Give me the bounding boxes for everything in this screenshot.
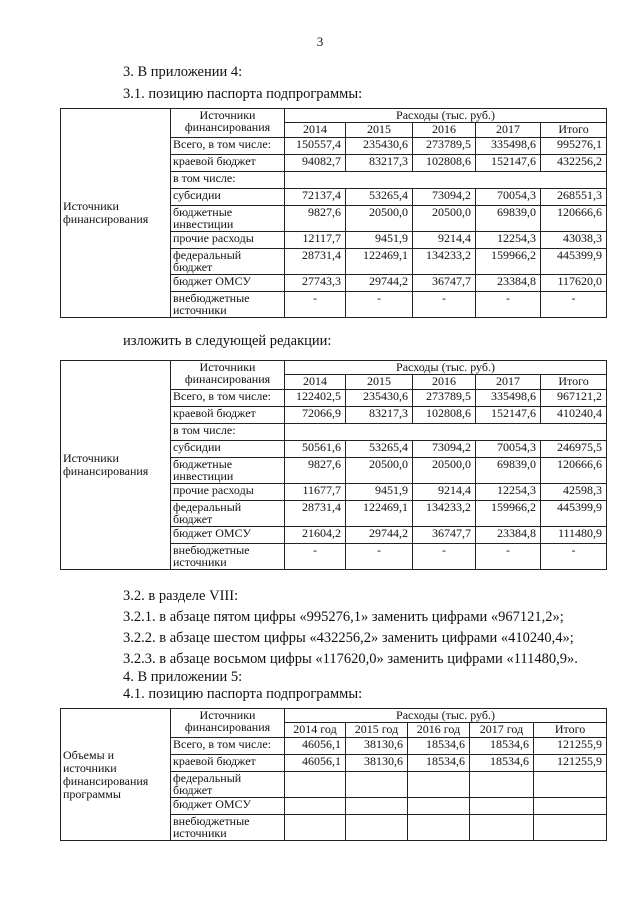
value-cell: 42598,3 (541, 484, 607, 501)
row-label-cell: Всего, в том числе: (171, 390, 285, 407)
row-label-cell: в том числе: (171, 424, 285, 441)
empty-cell (285, 424, 607, 441)
value-cell (470, 798, 534, 815)
value-cell: 36747,7 (413, 527, 476, 544)
year-header-cell: 2017 год (470, 723, 534, 738)
value-cell: 73094,2 (413, 441, 476, 458)
row-label-cell: внебюджетные источники (171, 815, 285, 841)
value-cell: 50561,6 (285, 441, 346, 458)
value-cell: 235430,6 (346, 390, 413, 407)
value-cell: 43038,3 (541, 232, 607, 249)
value-cell: 445399,9 (541, 249, 607, 275)
source-header-cell: Источники финансирования (171, 709, 285, 738)
year-header-cell: 2015 (346, 375, 413, 390)
value-cell: - (476, 292, 541, 318)
year-header-cell: 2015 (346, 123, 413, 138)
value-cell (408, 815, 470, 841)
value-cell: 46056,1 (285, 755, 346, 772)
paragraph-3-2-1: 3.2.1. в абзаце пятом цифры «995276,1» заменить цифрами «967121,2»; (123, 609, 564, 625)
paragraph-3-2: 3.2. в разделе VIII: (123, 588, 239, 604)
value-cell: 20500,0 (413, 458, 476, 484)
value-cell: 18534,6 (470, 738, 534, 755)
value-cell: 27743,3 (285, 275, 346, 292)
value-cell: 111480,9 (541, 527, 607, 544)
value-cell: - (285, 292, 346, 318)
empty-cell (285, 172, 607, 189)
value-cell: 9214,4 (413, 232, 476, 249)
value-cell: 967121,2 (541, 390, 607, 407)
row-label-cell: федеральный бюджет (171, 249, 285, 275)
paragraph-edit-intro: изложить в следующей редакции: (123, 333, 332, 349)
value-cell (346, 772, 408, 798)
value-cell: 18534,6 (470, 755, 534, 772)
value-cell: 432256,2 (541, 155, 607, 172)
value-cell: 28731,4 (285, 501, 346, 527)
value-cell: 38130,6 (346, 755, 408, 772)
row-label-cell: бюджетные инвестиции (171, 206, 285, 232)
value-cell (534, 798, 607, 815)
value-cell (534, 772, 607, 798)
value-cell: 23384,8 (476, 275, 541, 292)
value-cell: 46056,1 (285, 738, 346, 755)
section-label-cell: Объемы и источники финансирования программы (61, 709, 171, 841)
value-cell: 159966,2 (476, 249, 541, 275)
value-cell: 28731,4 (285, 249, 346, 275)
value-cell: 410240,4 (541, 407, 607, 424)
year-header-cell: 2014 год (285, 723, 346, 738)
value-cell: 9451,9 (346, 232, 413, 249)
value-cell: 20500,0 (346, 206, 413, 232)
row-label-cell: Всего, в том числе: (171, 138, 285, 155)
row-label-cell: бюджет ОМСУ (171, 798, 285, 815)
value-cell: 152147,6 (476, 155, 541, 172)
value-cell: 122469,1 (346, 501, 413, 527)
section-label-cell: Источники финансирования (61, 361, 171, 570)
value-cell: - (346, 292, 413, 318)
value-cell: 335498,6 (476, 390, 541, 407)
value-cell (285, 772, 346, 798)
value-cell (470, 815, 534, 841)
source-header-cell: Источники финансирования (171, 109, 285, 138)
value-cell: - (541, 544, 607, 570)
value-cell: 83217,3 (346, 407, 413, 424)
value-cell: 20500,0 (413, 206, 476, 232)
value-cell: 117620,0 (541, 275, 607, 292)
value-cell: - (541, 292, 607, 318)
value-cell: 122469,1 (346, 249, 413, 275)
value-cell: 21604,2 (285, 527, 346, 544)
value-cell: 53265,4 (346, 441, 413, 458)
value-cell: 12254,3 (476, 484, 541, 501)
value-cell: 12117,7 (285, 232, 346, 249)
value-cell: 29744,2 (346, 527, 413, 544)
year-header-cell: 2017 (476, 123, 541, 138)
value-cell (346, 815, 408, 841)
row-label-cell: внебюджетные источники (171, 292, 285, 318)
value-cell: 11677,7 (285, 484, 346, 501)
value-cell (346, 798, 408, 815)
value-cell: 122402,5 (285, 390, 346, 407)
paragraph-3: 3. В приложении 4: (123, 64, 243, 80)
value-cell: 102808,6 (413, 407, 476, 424)
row-label-cell: федеральный бюджет (171, 501, 285, 527)
year-header-cell: 2014 (285, 375, 346, 390)
value-cell: 20500,0 (346, 458, 413, 484)
row-label-cell: краевой бюджет (171, 407, 285, 424)
year-header-cell: Итого (534, 723, 607, 738)
value-cell (470, 772, 534, 798)
row-label-cell: прочие расходы (171, 484, 285, 501)
year-header-cell: 2017 (476, 375, 541, 390)
year-header-cell: Итого (541, 123, 607, 138)
value-cell: - (413, 544, 476, 570)
year-header-cell: 2016 год (408, 723, 470, 738)
value-cell: 995276,1 (541, 138, 607, 155)
value-cell: 94082,7 (285, 155, 346, 172)
value-cell: 9451,9 (346, 484, 413, 501)
row-label-cell: бюджетные инвестиции (171, 458, 285, 484)
value-cell: 18534,6 (408, 738, 470, 755)
paragraph-3-2-3: 3.2.3. в абзаце восьмом цифры «117620,0» заменить цифрами «111480,9». (123, 651, 578, 667)
year-header-cell: 2016 (413, 123, 476, 138)
row-label-cell: прочие расходы (171, 232, 285, 249)
value-cell: 72137,4 (285, 189, 346, 206)
value-cell: 73094,2 (413, 189, 476, 206)
value-cell: 121255,9 (534, 755, 607, 772)
paragraph-3-2-2: 3.2.2. в абзаце шестом цифры «432256,2» заменить цифрами «410240,4»; (123, 630, 574, 646)
value-cell: 273789,5 (413, 138, 476, 155)
value-cell (285, 798, 346, 815)
expenses-header-cell: Расходы (тыс. руб.) (285, 361, 607, 375)
value-cell: 23384,8 (476, 527, 541, 544)
value-cell (408, 772, 470, 798)
expenses-header-cell: Расходы (тыс. руб.) (285, 709, 607, 723)
row-label-cell: федеральный бюджет (171, 772, 285, 798)
value-cell: 134233,2 (413, 249, 476, 275)
funding-table-appendix5 (60, 708, 607, 841)
value-cell: 53265,4 (346, 189, 413, 206)
value-cell: 120666,6 (541, 206, 607, 232)
row-label-cell: бюджет ОМСУ (171, 527, 285, 544)
row-label-cell: субсидии (171, 441, 285, 458)
value-cell (408, 798, 470, 815)
value-cell: 159966,2 (476, 501, 541, 527)
value-cell: 18534,6 (408, 755, 470, 772)
value-cell: 273789,5 (413, 390, 476, 407)
paragraph-4: 4. В приложении 5: (123, 669, 243, 685)
value-cell: - (346, 544, 413, 570)
value-cell: 246975,5 (541, 441, 607, 458)
value-cell: 83217,3 (346, 155, 413, 172)
paragraph-4-1: 4.1. позицию паспорта подпрограммы: (123, 686, 363, 702)
expenses-header-cell: Расходы (тыс. руб.) (285, 109, 607, 123)
row-label-cell: внебюджетные источники (171, 544, 285, 570)
value-cell: - (285, 544, 346, 570)
value-cell: 9827,6 (285, 458, 346, 484)
row-label-cell: краевой бюджет (171, 755, 285, 772)
value-cell: 9214,4 (413, 484, 476, 501)
value-cell: 70054,3 (476, 189, 541, 206)
value-cell: 121255,9 (534, 738, 607, 755)
value-cell: 38130,6 (346, 738, 408, 755)
row-label-cell: краевой бюджет (171, 155, 285, 172)
section-label-cell: Источники финансирования (61, 109, 171, 318)
value-cell: 36747,7 (413, 275, 476, 292)
value-cell: 9827,6 (285, 206, 346, 232)
year-header-cell: 2015 год (346, 723, 408, 738)
value-cell: 72066,9 (285, 407, 346, 424)
year-header-cell: 2016 (413, 375, 476, 390)
value-cell: 29744,2 (346, 275, 413, 292)
value-cell: 70054,3 (476, 441, 541, 458)
funding-table-original (60, 108, 607, 318)
value-cell: 152147,6 (476, 407, 541, 424)
value-cell: - (413, 292, 476, 318)
value-cell: 69839,0 (476, 206, 541, 232)
row-label-cell: Всего, в том числе: (171, 738, 285, 755)
value-cell: 268551,3 (541, 189, 607, 206)
value-cell: 134233,2 (413, 501, 476, 527)
value-cell: 120666,6 (541, 458, 607, 484)
row-label-cell: субсидии (171, 189, 285, 206)
row-label-cell: бюджет ОМСУ (171, 275, 285, 292)
value-cell: 235430,6 (346, 138, 413, 155)
value-cell: 445399,9 (541, 501, 607, 527)
funding-table-revised (60, 360, 607, 570)
year-header-cell: Итого (541, 375, 607, 390)
page-number: 3 (316, 34, 324, 49)
value-cell: - (476, 544, 541, 570)
value-cell (534, 815, 607, 841)
year-header-cell: 2014 (285, 123, 346, 138)
value-cell: 150557,4 (285, 138, 346, 155)
row-label-cell: в том числе: (171, 172, 285, 189)
value-cell: 12254,3 (476, 232, 541, 249)
source-header-cell: Источники финансирования (171, 361, 285, 390)
value-cell: 335498,6 (476, 138, 541, 155)
value-cell (285, 815, 346, 841)
paragraph-3-1: 3.1. позицию паспорта подпрограммы: (123, 86, 363, 102)
value-cell: 102808,6 (413, 155, 476, 172)
value-cell: 69839,0 (476, 458, 541, 484)
